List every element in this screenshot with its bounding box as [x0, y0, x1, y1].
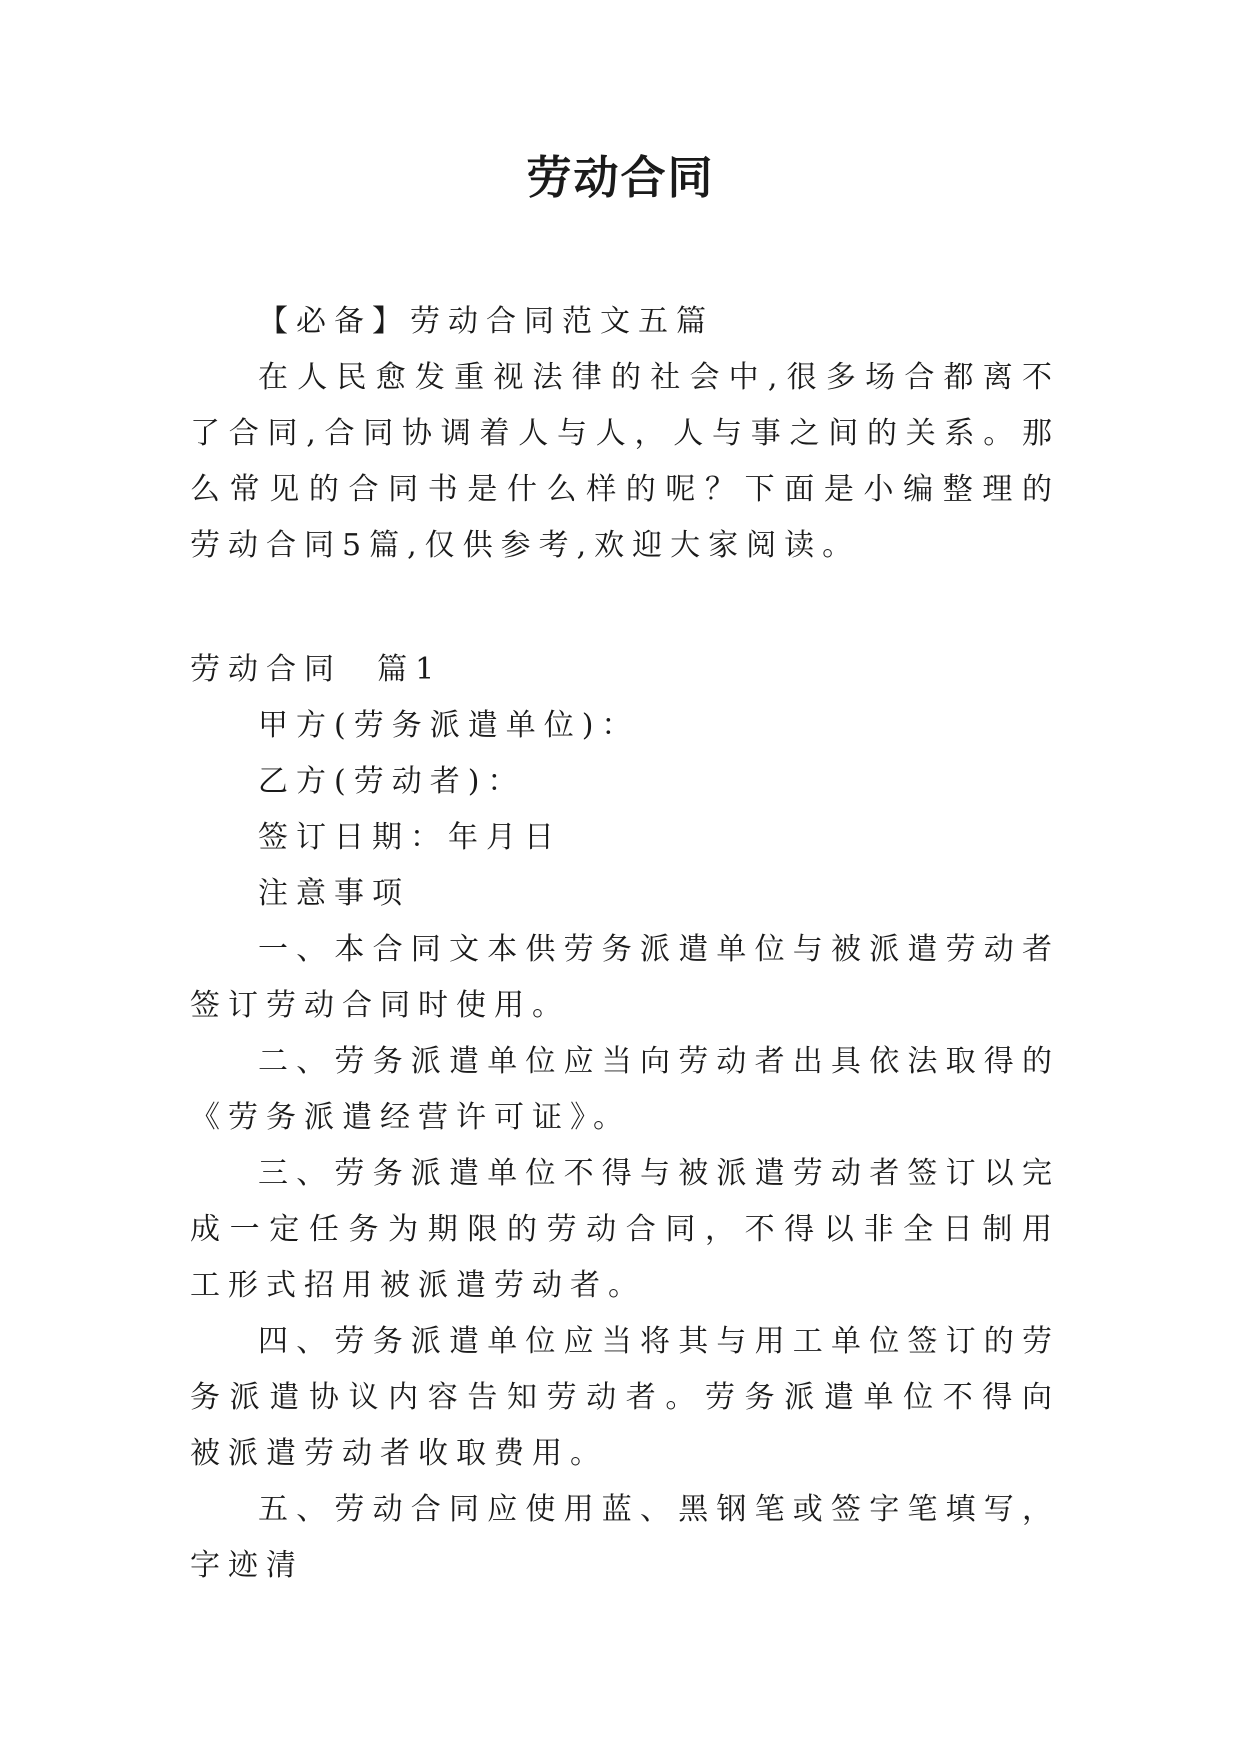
party-b-line: 乙方(劳动者)：: [258, 764, 526, 799]
document-title: 劳动合同: [526, 151, 715, 204]
contract-section: [190, 642, 1060, 1594]
notes-item: 一、本合同文本供劳务派遣单位与被派遣劳动者签订劳动合同时使用。: [190, 932, 1060, 1023]
notes-item: 五、劳动合同应使用蓝、黑钢笔或签字笔填写，字迹清: [190, 1492, 1060, 1583]
notes-item: 三、劳务派遣单位不得与被派遣劳动者签订以完成一定任务为期限的劳动合同，不得以非全日制用工形式招用被派遣劳动者。: [190, 1156, 1060, 1303]
sign-date-line: 签订日期：年月日: [258, 820, 562, 855]
intro-paragraph: 在人民愈发重视法律的社会中,很多场合都离不了合同,合同协调着人与人，人与事之间的关系。那么常见的合同书是什么样的呢？下面是小编整理的劳动合同5篇,仅供参考,欢迎大家阅读。: [190, 360, 1060, 563]
notes-heading: 注意事项: [258, 876, 410, 911]
notes-item: 四、劳务派遣单位应当将其与用工单位签订的劳务派遣协议内容告知劳动者。劳务派遣单位不得向被派遣劳动者收取费用。: [190, 1324, 1060, 1471]
intro-block: [190, 294, 1060, 574]
notes-item: 二、劳务派遣单位应当向劳动者出具依法取得的《劳务派遣经营许可证》。: [190, 1044, 1060, 1135]
party-a-line: 甲方(劳务派遣单位)：: [258, 708, 640, 743]
intro-heading: 【必备】劳动合同范文五篇: [258, 304, 714, 339]
section-heading: 劳动合同 篇1: [190, 652, 443, 687]
